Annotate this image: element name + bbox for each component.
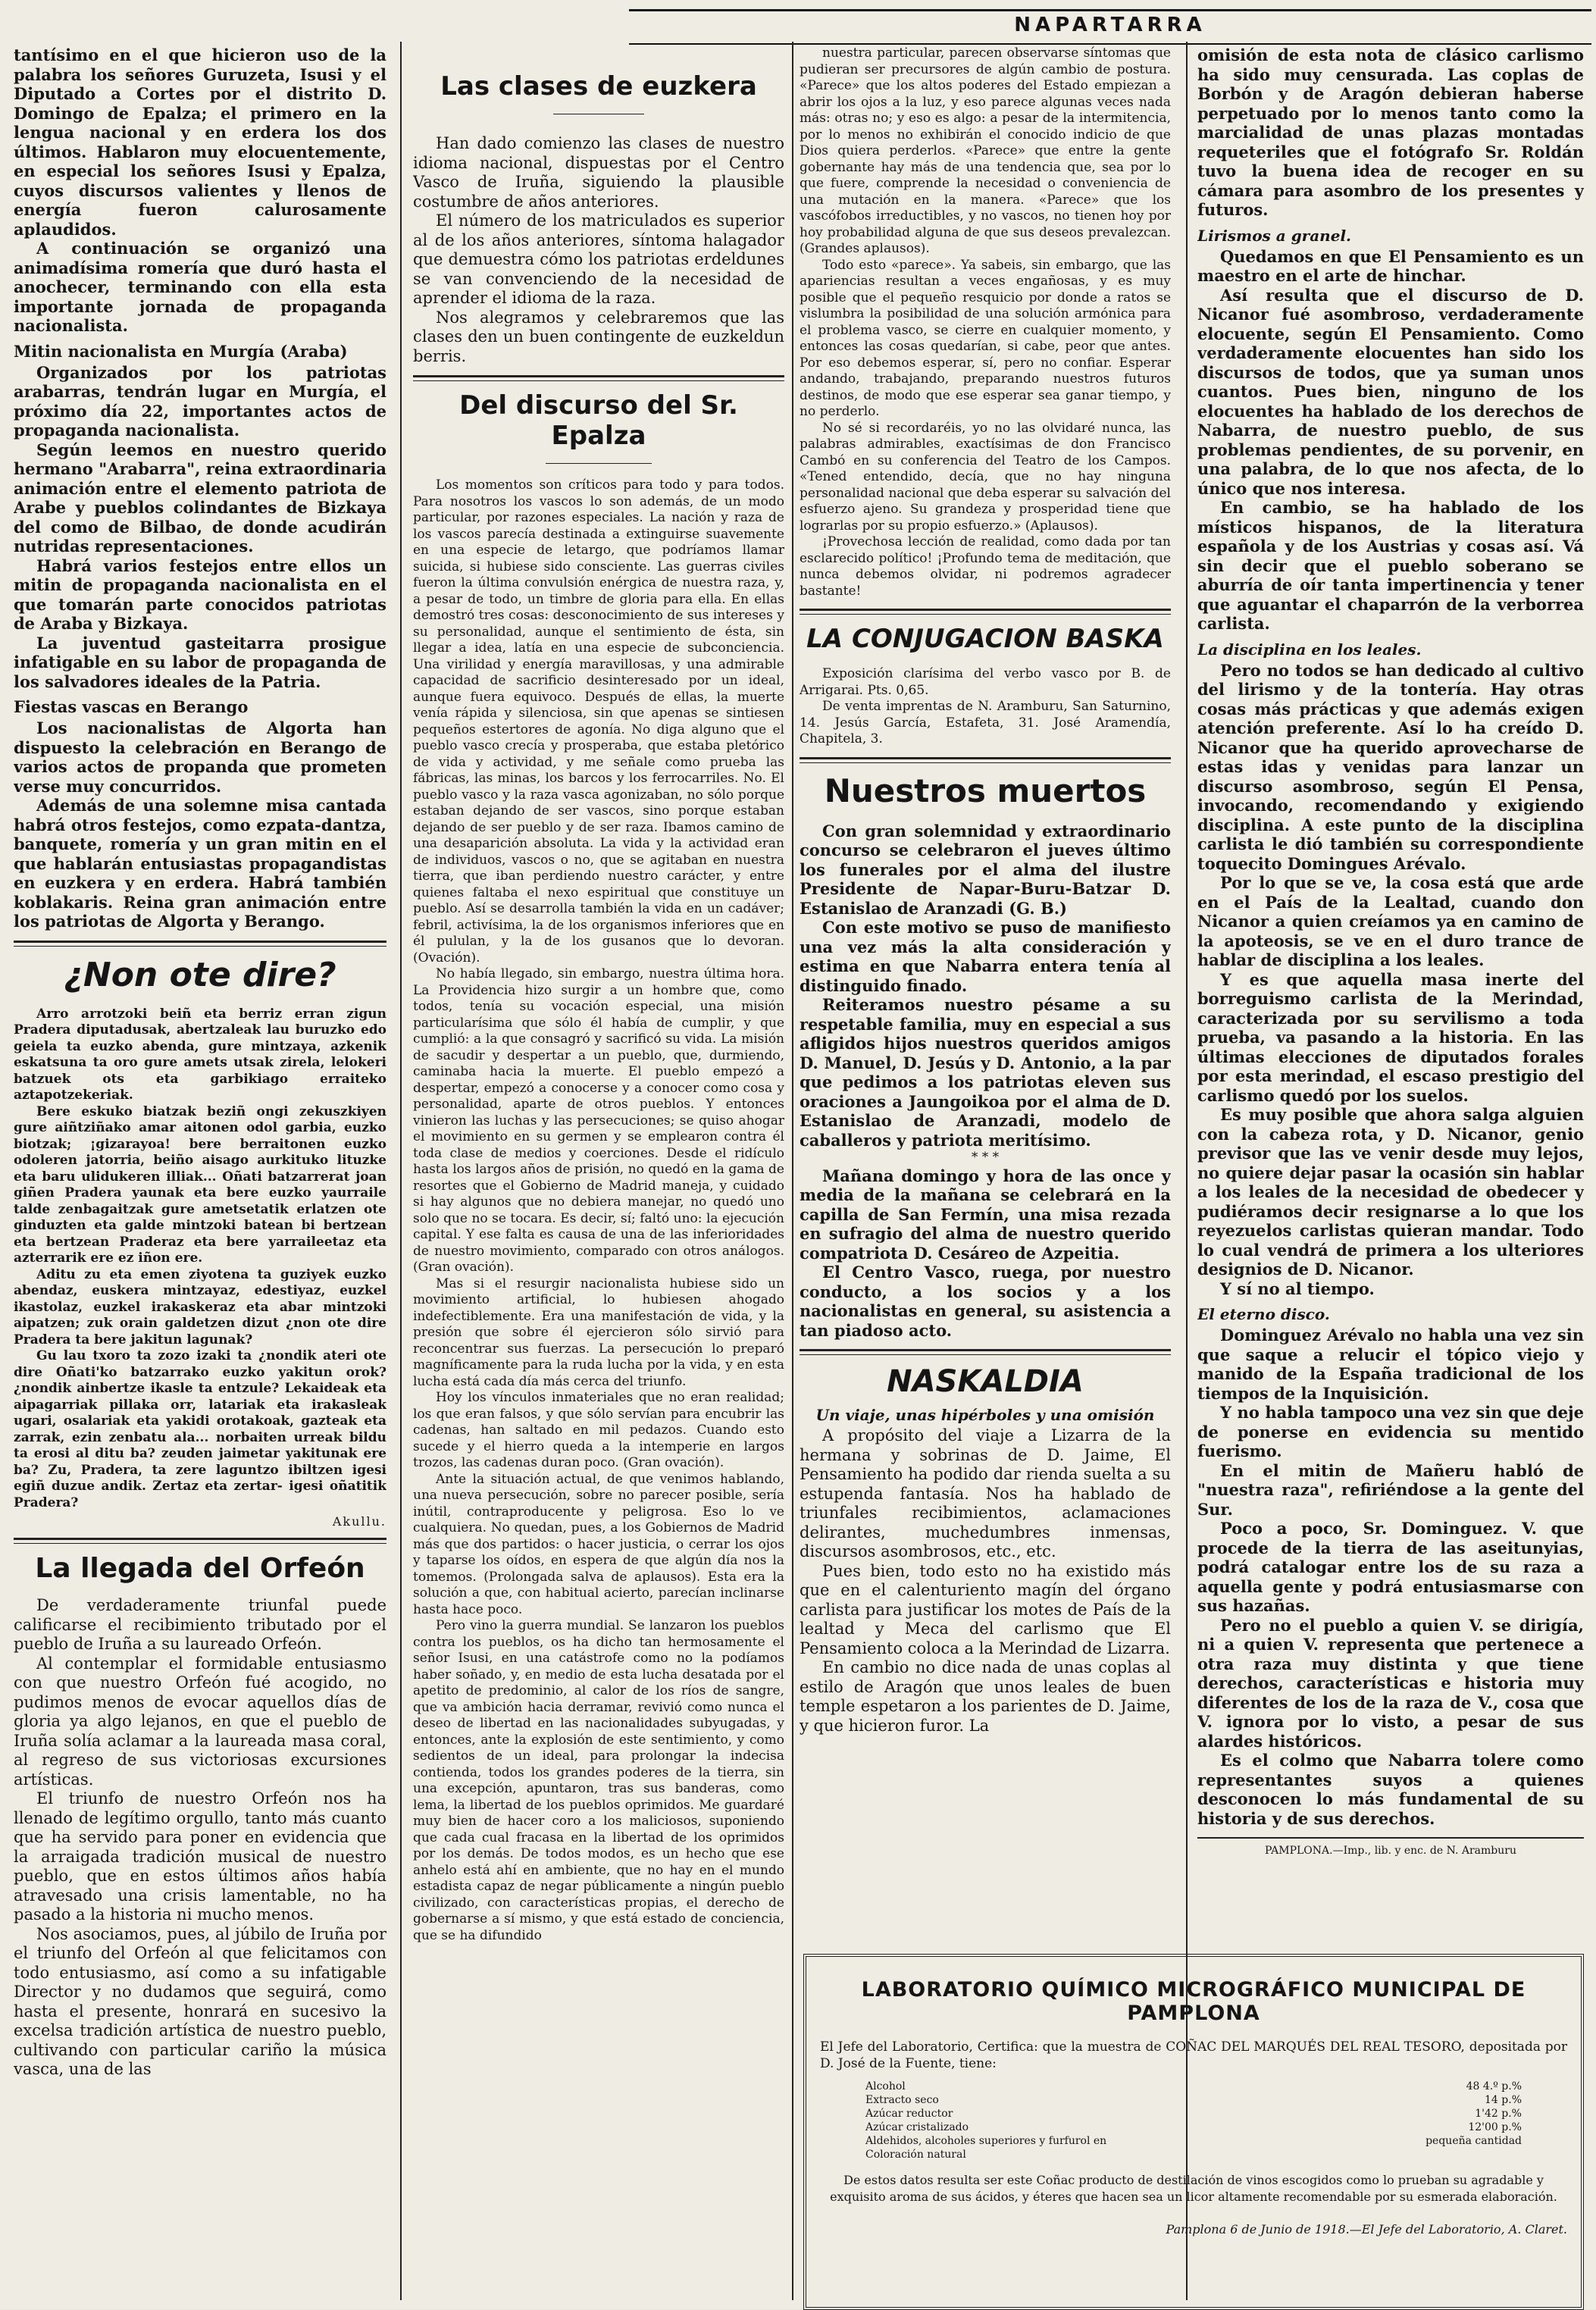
ad-row-key: Extracto seco (865, 2094, 939, 2106)
paragraph: El Centro Vasco, ruega, por nuestro conducto, a los socios y a los nacionalistas en general, su asistencia a tan piadoso acto. (800, 1263, 1171, 1340)
paragraph: ¡Provechosa lección de realidad, como dada por tan esclarecido político! ¡Profundo tema de meditación, que nunca debemos olvidar, ni podremos agradecer bastante! (800, 534, 1171, 599)
paragraph: El triunfo de nuestro Orfeón nos ha llenado de legítimo orgullo, tanto más cuanto que ha servido para poner en evidencia que la arraigada tradición musical de nuestro pueblo, que en estos últimos años había atravesado una crisis lamentable, no ha pasado a la historia ni mucho menos. (14, 1789, 386, 1923)
ad-row (820, 2080, 1567, 2093)
column-divider (400, 42, 402, 2300)
section-rule (413, 375, 784, 377)
paragraph: Pues bien, todo esto no ha existido más que en el calenturiento magín del órgano carlista para justificar los motes de País de la lealtad y Meca del carlismo que El Pensamiento coloca a la Merindad de Lizarra. (800, 1561, 1171, 1657)
paragraph: Con este motivo se puso de manifiesto una vez más la alta consideración y estima en que Nabarra entera tenía al distinguido finado. (800, 918, 1171, 995)
paragraph: Y sí no al tiempo. (1220, 1279, 1375, 1298)
paragraph: Por lo que se ve, la cosa está que arde en el País de la Lealtad, cuando don Nicanor a quien creíamos ya en camino de la apoteosis, se ve en el duro trance de hablar de disciplina a los leales. (1197, 873, 1584, 969)
paragraph: Habrá varios festejos entre ellos un mitin de propaganda nacionalista en el que tomarán parte conocidos patriotas de Araba y Bizkaya. (14, 556, 386, 633)
paragraph: Mañana domingo y hora de las once y media de la mañana se celebrará en la capilla de San Fermín, una misa rezada en sufragio del alma de nuestro querido compatriota D. Cesáreo de Azpeitia. (800, 1166, 1171, 1263)
separator-stars: * * * (971, 1150, 1000, 1165)
section-rule (14, 946, 386, 947)
ad-row-key: Alcohol (865, 2080, 906, 2092)
paragraph: De verdaderamente triunfal puede calificarse el recibimiento tributado por el pueblo de Iruña a su laureado Orfeón. (14, 1596, 386, 1653)
paragraph: Bere eskuko biatzak beziñ ongi zekuszkiyen gure aiñtziñako amar aitonen odol garbia, euzko biotzak; ¡gizarayoa! bere berraitonen euzko odoleren jatorria, beiño aisago aurkituko lituzke eta baru ulidukeren illiak... Oñati batzarrerat joan giñen Pradera yaunak eta bere euzko yaurraile talde zenbagaitzak gure ametsetatik erlatzen ote ginduzten eta galde mintzoki batean bi bertzean eta bertzean Praderaz eta bere yarraileetaz eta azterrarik ere ez iñon ere. (14, 1103, 386, 1266)
ad-row-key: Azúcar cristalizado (865, 2121, 969, 2133)
article-heading: Del discurso del Sr. Epalza (459, 390, 738, 451)
imprint: PAMPLONA.—Imp., lib. y enc. de N. Aramburu (1197, 1837, 1584, 1857)
ad-row-value: 12'00 p.% (1468, 2121, 1522, 2133)
ad-row (820, 2148, 1567, 2161)
ad-row (820, 2107, 1567, 2121)
paragraph: Reiteramos nuestro pésame a su respetable familia, muy en especial a sus afligidos hijos nuestros queridos amigos D. Manuel, D. Jesús y D. Antonio, a la par que pedimos a los patriotas eleven sus oraciones a Jaungoikoa por el alma de D. Estanislao de Aranzadi, modelo de caballeros y patriota meritísimo. (800, 995, 1171, 1150)
paragraph: Aditu zu eta emen ziyotena ta guziyek euzko abendaz, euskera mintzayaz, edestiyaz, euzkel ikastolaz, euzkel irakaskeraz eta abar mintzoki aipatzen; zuk orain galdetzen dizut ¿non ote dire Pradera ta bere jakitun lagunak? (14, 1266, 386, 1348)
paragraph: No sé si recordaréis, yo no las olvidaré nunca, las palabras admirables, exactísimas de don Francisco Cambó en su conferencia del Teatro de los Campos. «Tened entendido, decía, que no hay ninguna personalidad nacional que deba esperar su salvación del esfuerzo ajeno. Su grandeza y prosperidad tiene que lograrlas por su propio esfuerzo.» (Aplausos). (800, 420, 1171, 534)
paragraph: Quedamos en que El Pensamiento es un maestro en el arte de hinchar. (1197, 246, 1584, 285)
paragraph: Arro arrotzoki beiñ eta berriz erran zigun Pradera diputadusak, abertzaleak lau buruzko edo geiela ta euzko abenda, gure mintzaya, azkenik eskatsuna ta oro gure amets utsak zirela, lelokeri batzuek ots eta garbikiago erraiteko aztapotzekeriak. (14, 1006, 386, 1103)
paragraph: De venta imprentas de N. Aramburu, San Saturnino, 14. Jesús García, Estafeta, 31. José Aramendía, Chapitela, 3. (800, 699, 1171, 747)
subheading: Mitin nacionalista en Murgía (Araba) (14, 341, 348, 361)
ad-row (820, 2093, 1567, 2107)
ad-row-value: 14 p.% (1485, 2094, 1522, 2106)
paragraph: nuestra particular, parecen observarse síntomas que pudieran ser precursores de algún cambio de postura. «Parece» que los altos poderes del Estado empiezan a abrir los ojos a la luz, y eso parece algunas veces nada más: otras no; y eso es algo: a pesar de la intermitencia, por lo menos no exhibirán el conocido indicio de que Dios quiera perderlos. «Parece» que entre la gente gobernante hay más de una tendencia que, sea por lo que fuere, comprende la necesidad o conveniencia de una mutación en la manera. «Parece» que los vascófobos irreductibles, y no vascos, no tienen hoy por hoy probabilidad alguna de que sus deseos prevalezcan. (Grandes aplausos). (800, 45, 1171, 256)
section-rule (800, 614, 1171, 615)
paragraph: Según leemos en nuestro querido hermano "Arabarra", reina extraordinaria animación entre el elemento patriota de Arabe y pueblos colindantes de Bizkaya del como de Bilbao, de donde acudirán nutridas representaciones. (14, 440, 386, 556)
section-rule (14, 1543, 386, 1544)
paragraph: Hoy los vínculos inmateriales que no eran realidad; los que eran falsos, y que sólo servían para encubrir las cadenas, han saltado en mil pedazos. Cuando esto sucede y el hierro queda a la intemperie en largos trozos, las cadenas duran poco. (Gran ovación). (413, 1390, 784, 1470)
paragraph: Gu lau txoro ta zozo izaki ta ¿nondik ateri ote dire Oñati'ko batzarrako euzko yakitun orok? ¿nondik ainbertze ikasle ta entzule? Lekaideak eta aipagarriak pillaka orr, latariak eta irakasleak ugari, osalariak eta yakidi orotakoak, gazteak eta zarrak, ezin zenbatu ala... norbaiten urreak bildu ta erosi al ditu ba? zeuden jaimetar yakitunak ere ba? Zu, Pradera, ta zere laguntzo ibiltzen igesi egiñ duzue andik. Zertaz eta zertar- igesi oñatitik Pradera? (14, 1348, 386, 1510)
subheading: El eterno disco. (1197, 1305, 1330, 1323)
ad-row (820, 2121, 1567, 2134)
paragraph: Han dado comienzo las clases de nuestro idioma nacional, dispuestas por el Centro Vasco de Iruña, siguiendo la plausible costumbre de años anteriores. (413, 134, 784, 211)
ad-footnote: De estos datos resulta ser este Coñac producto de destilación de vinos escogidos como lo prueban su agradable y exquisito aroma de sus ácidos, y éteres que hacen sea un licor altamente recomendable por su esmerada elaboración. (830, 2173, 1557, 2204)
section-rule (14, 941, 386, 943)
paragraph: Así resulta que el discurso de D. Nicanor fué asombroso, verdaderamente elocuente, según El Pensamiento. Como verdaderamente elocuentes han sido los discursos de todos, que ya suman unos cuantos. Pues bien, ninguno de los elocuentes ha hablado de los derechos de Nabarra, de nuestro pueblo, de sus problemas pendientes, de su porvenir, en una palabra, de lo que nos afecta, de lo único que nos interesa. (1197, 285, 1584, 498)
ad-row-value: 1'42 p.% (1475, 2108, 1522, 2120)
ad-analysis-table (820, 2080, 1567, 2161)
paragraph: La juventud gasteitarra prosigue infatigable en su labor de propaganda de los salvadores ideales de la Patria. (14, 633, 386, 691)
paragraph: omisión de esta nota de clásico carlismo ha sido muy censurada. Las coplas de Borbón y de Aragón debieran haberse perpetuado por lo menos tanto como la marcialidad de unas plazas montadas requeteriles que el fotógrafo Sr. Roldán tuvo la buena idea de recoger en su cámara para asombro de los presentes y futuros. (1197, 45, 1584, 219)
paragraph: En el mitin de Mañeru habló de "nuestra raza", refiriéndose a la gente del Sur. (1197, 1460, 1584, 1519)
laboratory-advertisement (803, 1954, 1584, 2310)
paragraph: A continuación se organizó una animadísima romería que duró hasta el anochecer, terminando con ella esta importante jornada de propaganda nacionalista. (14, 239, 386, 335)
article-heading: ¿Non ote dire? (64, 955, 336, 994)
paragraph: Ante la situación actual, de que venimos hablando, una nueva persecución, sobre no parecer posible, sería inútil, contraproducente y peligrosa. Eso lo ve cualquiera. No quedan, pues, a los Gobiernos de Madrid más que dos partidos: o hacer justicia, o cerrar los ojos y taparse los oídos, en espera de que algún día nos la tomemos. (Prolongada salva de aplausos). Esta era la solución a que, con habitual acierto, parecían inclinarse hasta hace poco. (413, 1471, 784, 1617)
paragraph: Mas si el resurgir nacionalista hubiese sido un movimiento artificial, lo hubiesen ahogado indefectiblemente. Era una manifestación de vida, y la presión que sobre él ejercieron sólo sirvió para reconcentrar sus fuerzas. La persecución lo preparó magníficamente para la ruda lucha por la vida, y en esta lucha está cada día más cerca del triunfo. (413, 1276, 784, 1389)
paragraph: Exposición clarísima del verbo vasco por B. de Arrigarai. Pts. 0,65. (800, 666, 1171, 698)
ad-row (820, 2134, 1567, 2148)
paragraph: En cambio no dice nada de unas coplas al estilo de Aragón que unos leales de buen temple espetaron a los parientes de D. Jaime, y que hicieron furor. La (800, 1658, 1171, 1735)
paragraph: Todo esto «parece». Ya sabeis, sin embargo, que las apariencias resultan a veces engañosas, y es muy posible que el pequeño resquicio por donde a ratos se vislumbra la posibilidad de una solución armónica para el problema vasco, se cierre en cualquier momento, y entonces las cosas quedarían, si cabe, peor que antes. Por eso debemos esperar, sí, pero no confiar. Esperar andando, trabajando, preparando nuestros futuros destinos, de modo que ese esperar sea ganar tiempo, y no perderlo. (800, 257, 1171, 419)
article-heading: La llegada del Orfeón (35, 1553, 365, 1584)
ad-row-value: pequeña cantidad (1425, 2135, 1522, 2147)
paragraph: Organizados por los patriotas arabarras, tendrán lugar en Murgía, el próximo día 22, importantes actos de propaganda nacionalista. (14, 362, 386, 440)
subheading: La disciplina en los leales. (1197, 640, 1422, 659)
ad-row-key: Azúcar reductor (865, 2108, 953, 2120)
paragraph: Y no habla tampoco una vez sin que deje de ponerse en evidencia su mentido fuerismo. (1197, 1403, 1584, 1460)
section-rule (800, 762, 1171, 763)
paragraph: Nos asociamos, pues, al júbilo de Iruña por el triunfo del Orfeón al que felicitamos con todo entusiasmo, así como a su infatigable Director y no dudamos que seguirá, como hasta el presente, honrará en sucesivo la excelsa tradición artística de nuestro pueblo, cultivando con particular cariño la música vasca, una de las (14, 1924, 386, 2078)
paragraph: Al contemplar el formidable entusiasmo con que nuestro Orfeón fué acogido, no pudimos menos de evocar aquellos días de gloria ya algo lejanos, en que el pueblo de Iruña solía aclamar a la laureada masa coral, al regreso de sus victoriosas excursiones artísticas. (14, 1654, 386, 1789)
paragraph: Es muy posible que ahora salga alguien con la cabeza rota, y D. Nicanor, genio previsor que las ve venir desde muy lejos, no quiere dejar pasar la ocasión sin hablar a los leales de la necesidad de obedecer y pudiéramos decir resignarse a lo que los reyezuelos carlistas quieran mandar. Todo lo cual vendrá de primera a los ulteriores designios de D. Nicanor. (1197, 1105, 1584, 1279)
paragraph: Es el colmo que Nabarra tolere como representantes suyos a quienes desconocen lo más fundamental de su historia y de sus derechos. (1197, 1751, 1584, 1828)
subheading: Lirismos a granel. (1197, 226, 1352, 245)
section-rule (800, 609, 1171, 611)
paragraph: A propósito del viaje a Lizarra de la hermana y sobrinas de D. Jaime, El Pensamiento ha podido dar rienda suelta a su estupenda fantasía. Nos ha hablado de triunfales recibimientos, aclamaciones delirantes, muchedumbres inmensas, discursos asombrosos, etc., etc. (800, 1426, 1171, 1560)
article-heading: Las clases de euzkera (440, 71, 757, 102)
subheading: Fiestas vascas en Berango (14, 697, 249, 716)
paragraph: Pero vino la guerra mundial. Se lanzaron los pueblos contra los pueblos, os ha dicho tan hermosamente el señor Isusi, en una catástrofe como no la podíamos haber soñado, y, en medio de esta lucha desatada por el apetito de predominio, al calor de los ríos de sangre, que va ambición hacia derramar, revivió como nunca el deseo de libertad en las nacionalidades subyugadas, y entonces, ante la explosión de este sentimiento, y como sedientos de un ideal, para prolongar la indecisa contienda, todos los grandes poderes de la tierra, sin una excepción, apuntaron, tras sus banderas, como lema, la libertad de los pueblos oprimidos. Me guardaré muy bien de hacer coro a los maliciosos, suponiendo que cada cual fracasa en la libertad de los oprimidos por los demás. De todos modos, es un hecho que ese anhelo está ahí en ambiente, que no hay en el mundo estadista capaz de negar públicamente a ningún pueblo civilizado, con características propias, el derecho de gobernarse a sí mismo, y que está estado de conciencia, que se ha difundido (413, 1618, 784, 1943)
ad-row-key: Coloración natural (865, 2149, 966, 2161)
section-rule (14, 1538, 386, 1540)
paragraph: No había llegado, sin embargo, nuestra última hora. La Providencia hizo surgir a un hombre que, como todos, tenía su vocación especial, una misión particularísima que sólo él había de cumplir, y que cumplió: a la que consagró y sacrificó su vida. La misión de sacudir y despertar a un pueblo, que, durmiendo, caminaba hacia la muerte. El pueblo empezó a despertar, empezó a conocerse y a conocer como cosa y personalidad, aparte de otros pueblos. Y entonces vinieron las luchas y las persecuciones; se quiso ahogar el movimiento en su germen y se emplearon contra él toda clase de medios y coerciones. Desde el ridículo hasta los largos años de prisión, no quedó en la gama de resortes que el Gobierno de Madrid maneja, y cuidado si hay algunos que no debiera manejar, no quedó uno solo que no se tocara. Es decir, sí; faltó uno: la ejecución capital. Y ese falta es causa de una de las inferioridades de nuestro movimiento, comparado con otros análogos. (Gran ovación). (413, 966, 784, 1275)
paragraph: Nos alegramos y celebraremos que las clases den un buen contingente de euzkeldun berris. (413, 308, 784, 365)
paragraph: Pero no todos se han dedicado al cultivo del lirismo y de la tontería. Hay otras cosas más prácticas y que además exigen atención preferente. Así lo ha creído D. Nicanor que ha querido aprovecharse de estas idas y venidas para lanzar un discurso asombroso, según El Pensa, invocando, recomendando y exigiendo disciplina. A este punto de la disciplina carlista le dió también su correspondiente toquecito Domingues Arévalo. (1197, 660, 1584, 873)
paragraph: Los nacionalistas de Algorta han dispuesto la celebración en Berango de varios actos de propanda que prometen verse muy concurridos. (14, 718, 386, 796)
section-rule (800, 1354, 1171, 1355)
column-divider (792, 42, 793, 2300)
section-rule (800, 1349, 1171, 1351)
paragraph: tantísimo en el que hicieron uso de la palabra los señores Guruzeta, Isusi y el Diputado a Cortes por el distrito D. Domingo de Epalza; el primero en la lengua nacional y en erdera los dos últimos. Hablaron muy elocuentemente, en especial los señores Isusi y Epalza, cuyos discursos valientes y llenos de energía fueron calurosamente aplaudidos. (14, 45, 386, 239)
paragraph: En cambio, se ha hablado de los místicos hispanos, de la literatura española y de los Austrias y cosas así. Vá sin decir que el pueblo soberano se aburría de oír tanta impertinencia y tener que aguantar el chaparrón de la verborrea carlista. (1197, 498, 1584, 633)
ad-body: El Jefe del Laboratorio, Certifica: que la muestra de COÑAC DEL MARQUÉS DEL REAL TESORO, depositada por D. José de la Fuente, tiene: (820, 2039, 1567, 2071)
subheading: Un viaje, unas hipérboles y una omisión (815, 1406, 1155, 1424)
paragraph: Los momentos son críticos para todo y para todos. Para nosotros los vascos lo son además, de un modo particular, por razones especiales. La nación y raza de los vascos parecía destinada a extinguirse suavemente en una especie de letargo, que podríamos llamar suicida, si hubiese sido consciente. Las guerras civiles fueron la última convulsión enérgica de nuestra raza, y, a pesar de todo, un timbre de gloria para ella. En ellas demostró tres cosas: desconocimiento de sus intereses y su personalidad, aunque el sentimiento de ésta, sin llegar a idea, latía en una especie de subconciencia. Una virilidad y energía maravillosas, y una admirable capacidad de sacrificio desinteresado por un ideal, aunque fuera equivoco. Después de ellas, la muerte venía rápida y silenciosa, sin que apenas se sintiesen pequeños estertores de agonía. No diga alguno que el pueblo vasco crecía y prosperaba, que estaba pletórico de vida y actividad, y me señale como prueba las fábricas, las minas, los barcos y los ferrocarriles. No. El pueblo vasco y la raza vasca agonizaban, no sólo porque estaban dejando de ser vascos, sino porque estaban dejando de ser pueblo y de ser raza. Ibamos camino de una desaparición absoluta. La vida y la actividad eran de individuos, vascos o no, que se agitaban en nuestra tierra, que iban perdiendo nuestro carácter, y entre quienes faltaba el nexo espiritual que constituye un pueblo. Así se desarrolla también la vida en un cadáver; febril, activísima, la de los organismos inferiores que en él pululan, y la de los gusanos que lo devoran. (Ovación). (413, 477, 784, 966)
paragraph: Y es que aquella masa inerte del borreguismo carlista de la Merindad, caracterizada por su servilismo a toda prueba, va pasando a la historia. En las últimas elecciones de diputados forales por esta merindad, el escaso prestigio del carlismo quedó por los suelos. (1197, 969, 1584, 1105)
article-heading: NASKALDIA (887, 1364, 1084, 1399)
heading-underline (546, 463, 652, 464)
article-heading: Nuestros muertos (824, 772, 1147, 809)
masthead: NAPARTARRA (1014, 14, 1206, 36)
paragraph: Además de una solemne misa cantada habrá otros festejos, como ezpata-dantza, banquete, romería y un gran mitin en el que hablarán entusiastas propagandistas en euzkera y en erdera. Habrá también koblakaris. Reina gran animación entre los patriotas de Algorta y Berango. (14, 796, 386, 931)
paragraph: Pero no el pueblo a quien V. se dirigía, ni a quien V. representa que pertenece a otra raza muy distinta y que tiene derechos, características e historia muy diferentes de los de la raza de V., cosa que V. ignora por lo visto, a pesar de sus alardes históricos. (1197, 1615, 1584, 1751)
column-1 (14, 45, 386, 2300)
paragraph: Dominguez Arévalo no habla una vez sin que saque a relucir el tópico viejo y manido de la España tradicional de los tiempos de la Inquisición. (1197, 1326, 1584, 1403)
paragraph: El número de los matriculados es superior al de los años anteriores, síntoma halagador que demuestra cómo los patriotas erdeldunes se van convenciendo de la necesidad de aprender el idioma de la raza. (413, 211, 784, 307)
article-heading: LA CONJUGACION BASKA (806, 624, 1164, 654)
section-rule (413, 380, 784, 381)
paragraph: Poco a poco, Sr. Dominguez. V. que procede de la tierra de las aseitunyias, podrá catalogar entre los de su raza a aquella gente y podrá entusiasmarse con sus hazañas. (1197, 1519, 1584, 1615)
paragraph: Con gran solemnidad y extraordinario concurso se celebraron el jueves último los funerales por el alma del ilustre Presidente de Napar-Buru-Batzar D. Estanislao de Aranzadi (G. B.) (800, 821, 1171, 918)
ad-title: LABORATORIO QUÍMICO MICROGRÁFICO MUNICIPAL DE PAMPLONA (861, 1978, 1526, 2025)
signature: Akullu. (332, 1514, 386, 1529)
ad-row-key: Aldehidos, alcoholes superiores y furfurol en (865, 2135, 1107, 2147)
ad-row-value: 48 4.º p.% (1466, 2080, 1522, 2092)
ad-date: Pamplona 6 de Junio de 1918.—El Jefe del Laboratorio, A. Claret. (1166, 2222, 1567, 2236)
column-2 (413, 45, 784, 2300)
section-rule (800, 757, 1171, 759)
